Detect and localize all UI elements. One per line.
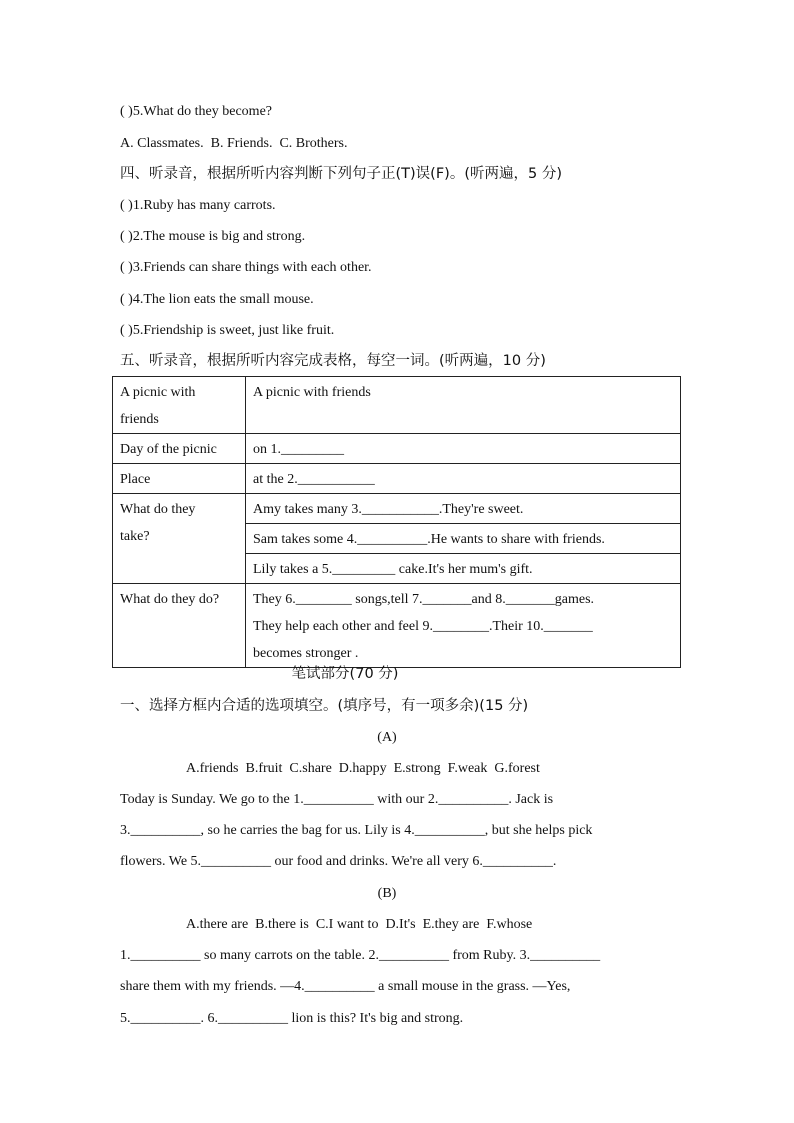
- written-part-title: 笔试部分(70 分): [291, 666, 399, 682]
- tf-item-2: ( )2.The mouse is big and strong.: [120, 229, 306, 244]
- table-value-place: at the 2.___________: [246, 464, 681, 494]
- table-value-take-lily: Lily takes a 5._________ cake.It's her mum's gift.: [246, 554, 681, 584]
- part-b-line-3: 5.__________. 6.__________ lion is this? It's big and strong.: [120, 1011, 464, 1026]
- question-3-5: ( )5.What do they become?: [120, 104, 272, 119]
- table-value-day: on 1._________: [246, 434, 681, 464]
- written-section-1-heading: 一、选择方框内合适的选项填空。(填序号，有一项多余)(15 分): [120, 698, 529, 714]
- part-b-line-1: 1.__________ so many carrots on the table. 2.__________ from Ruby. 3.__________: [120, 948, 601, 963]
- part-a-label: (A): [377, 730, 397, 745]
- question-3-5-options: A. Classmates. B. Friends. C. Brothers.: [120, 136, 348, 151]
- part-a-line-1: Today is Sunday. We go to the 1.__________ with our 2.__________. Jack is: [120, 792, 554, 807]
- part-b-options: A.there are B.there is C.I want to D.It's E.they are F.whose: [186, 917, 533, 932]
- picnic-table: [112, 376, 681, 668]
- part-a-line-2: 3.__________, so he carries the bag for us. Lily is 4.__________, but she helps pick: [120, 823, 593, 838]
- part-b-label: (B): [377, 886, 397, 901]
- part-b-line-2: share them with my friends. —4.__________ a small mouse in the grass. —Yes,: [120, 979, 571, 994]
- table-value-do: They 6.________ songs,tell 7._______and 8._______games. They help each other and feel 9.________.Their 10._______ becomes stronger .: [246, 584, 681, 668]
- tf-item-3: ( )3.Friends can share things with each other.: [120, 260, 372, 275]
- tf-item-1: ( )1.Ruby has many carrots.: [120, 198, 276, 213]
- table-label-topic: A picnic with friends: [113, 377, 246, 434]
- table-label-do: What do they do?: [113, 584, 246, 668]
- section-4-heading: 四、听录音，根据所听内容判断下列句子正(T)误(F)。(听两遍，5 分): [120, 166, 562, 182]
- table-value-topic: A picnic with friends: [246, 377, 681, 434]
- tf-item-4: ( )4.The lion eats the small mouse.: [120, 292, 314, 307]
- section-5-heading: 五、听录音，根据所听内容完成表格，每空一词。(听两遍，10 分): [120, 353, 546, 369]
- tf-item-5: ( )5.Friendship is sweet, just like fruit.: [120, 323, 335, 338]
- table-label-place: Place: [113, 464, 246, 494]
- table-value-take-amy: Amy takes many 3.___________.They're sweet.: [246, 494, 681, 524]
- table-label-take: What do they take?: [113, 494, 246, 584]
- table-value-take-sam: Sam takes some 4.__________.He wants to share with friends.: [246, 524, 681, 554]
- part-a-line-3: flowers. We 5.__________ our food and drinks. We're all very 6.__________.: [120, 854, 557, 869]
- table-label-day: Day of the picnic: [113, 434, 246, 464]
- part-a-options: A.friends B.fruit C.share D.happy E.strong F.weak G.forest: [186, 761, 540, 776]
